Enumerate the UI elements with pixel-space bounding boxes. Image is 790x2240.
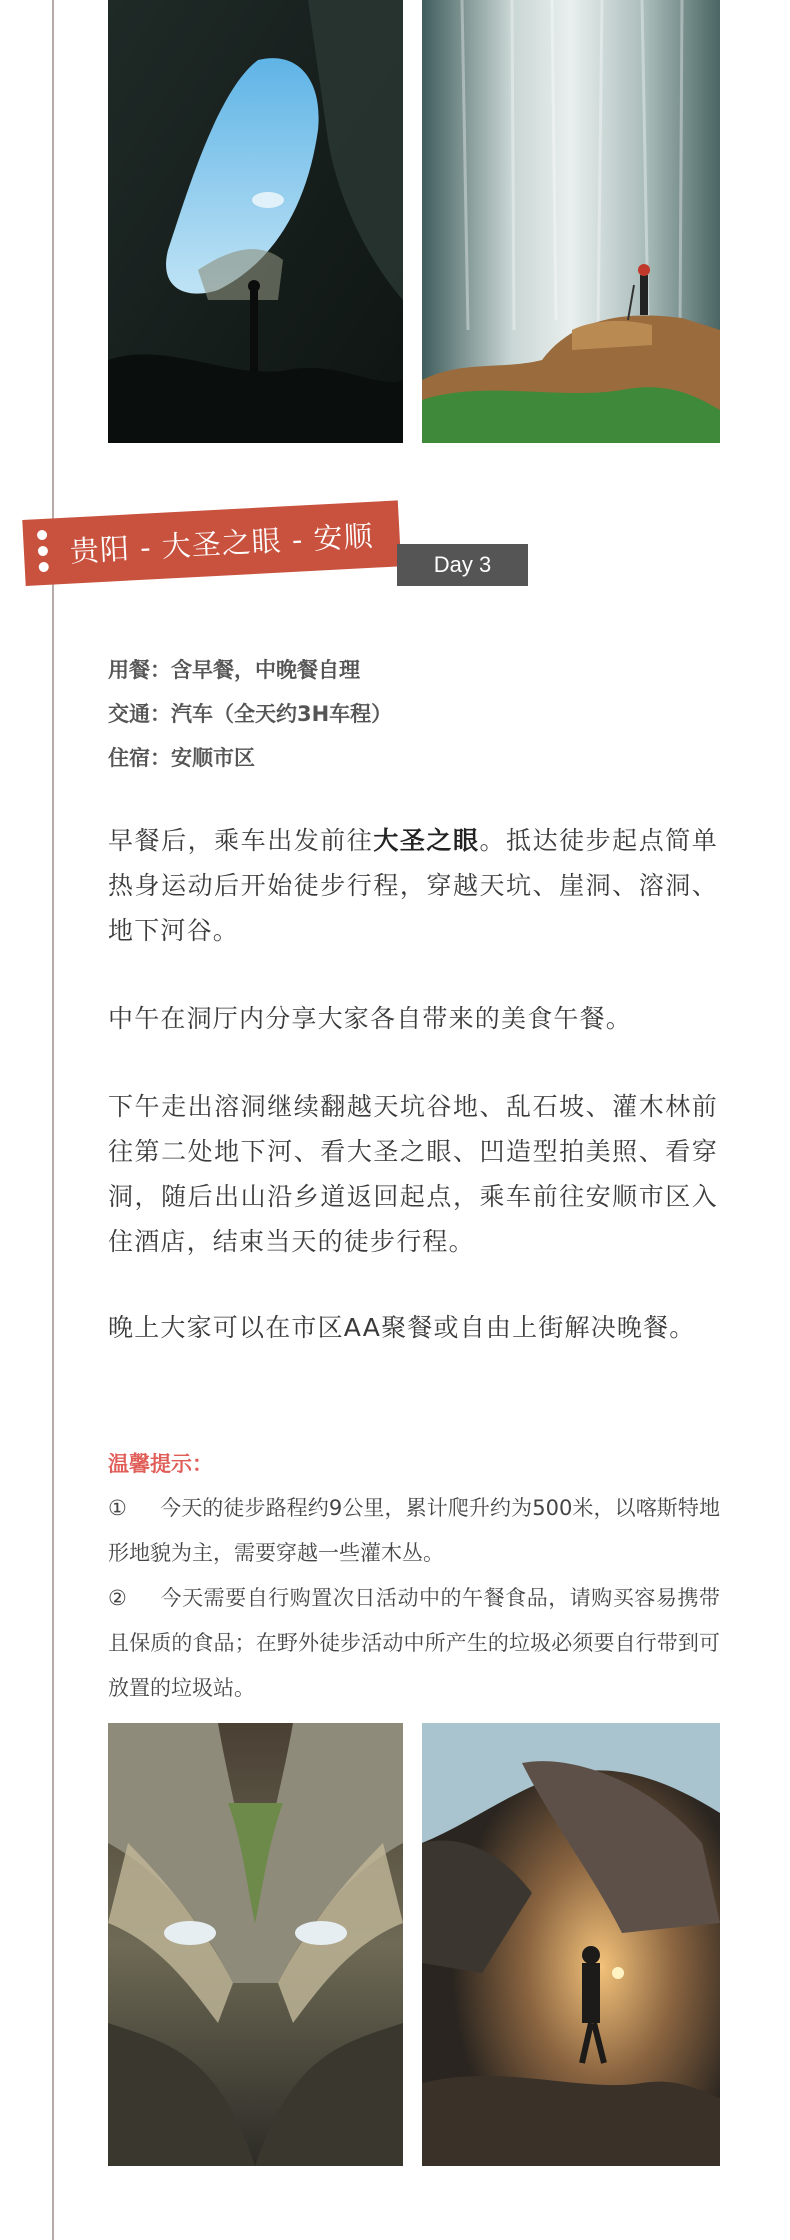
- banner-dots-icon: [37, 530, 51, 579]
- tips-title: 温馨提示：: [108, 1452, 213, 1476]
- timeline-line: [52, 0, 54, 2240]
- tip-number: ②: [108, 1586, 127, 1610]
- itinerary-paragraph-1: [108, 818, 718, 953]
- day-route-title: 贵阳 - 大圣之眼 - 安顺: [69, 518, 375, 569]
- itinerary-paragraph-4: 晚上大家可以在市区AA聚餐或自由上街解决晚餐。: [108, 1313, 696, 1342]
- tips-list: [108, 1486, 720, 1711]
- itinerary-paragraph-3: 下午走出溶洞继续翻越天坑谷地、乱石坡、灌木林前往第二处地下河、看大圣之眼、凹造型拍美照、看穿洞，随后出山沿乡道返回起点，乘车前往安顺市区入住酒店，结束当天的徒步行程。: [108, 1092, 718, 1256]
- p1-text-after: 。抵达徒步起点简单热身运动后开始徒步行程，穿越天坑、崖洞、溶洞、地下河谷。: [108, 826, 718, 945]
- p1-highlight: 大圣之眼: [373, 826, 480, 855]
- tip-item: [108, 1486, 720, 1576]
- meal-info: 用餐：含早餐，中晚餐自理: [108, 658, 360, 682]
- itinerary-paragraph-2: 中午在洞厅内分享大家各自带来的美食午餐。: [108, 1004, 633, 1033]
- waterfall-photo: [422, 0, 720, 443]
- cave-window-photo: [108, 0, 403, 443]
- p1-text-before: 早餐后，乘车出发前往: [108, 826, 374, 855]
- tip-number: ①: [108, 1496, 127, 1520]
- transport-info: 交通：汽车（全天约3H车程）: [108, 702, 393, 726]
- day-number-tag: Day 3: [397, 544, 528, 586]
- tip-item: [108, 1576, 720, 1711]
- cave-explorer-photo: [422, 1723, 720, 2166]
- day-info: [108, 648, 728, 780]
- stay-info: 住宿：安顺市区: [108, 746, 255, 770]
- day-banner: [22, 500, 401, 586]
- tip-text: 今天的徒步路程约9公里，累计爬升约为500米，以喀斯特地形地貌为主，需要穿越一些灌木丛。: [108, 1496, 720, 1565]
- tip-text: 今天需要自行购置次日活动中的午餐食品，请购买容易携带且保质的食品；在野外徒步活动中所产生的垃圾必须要自行带到可放置的垃圾站。: [108, 1586, 720, 1700]
- cave-skylight-photo: [108, 1723, 403, 2166]
